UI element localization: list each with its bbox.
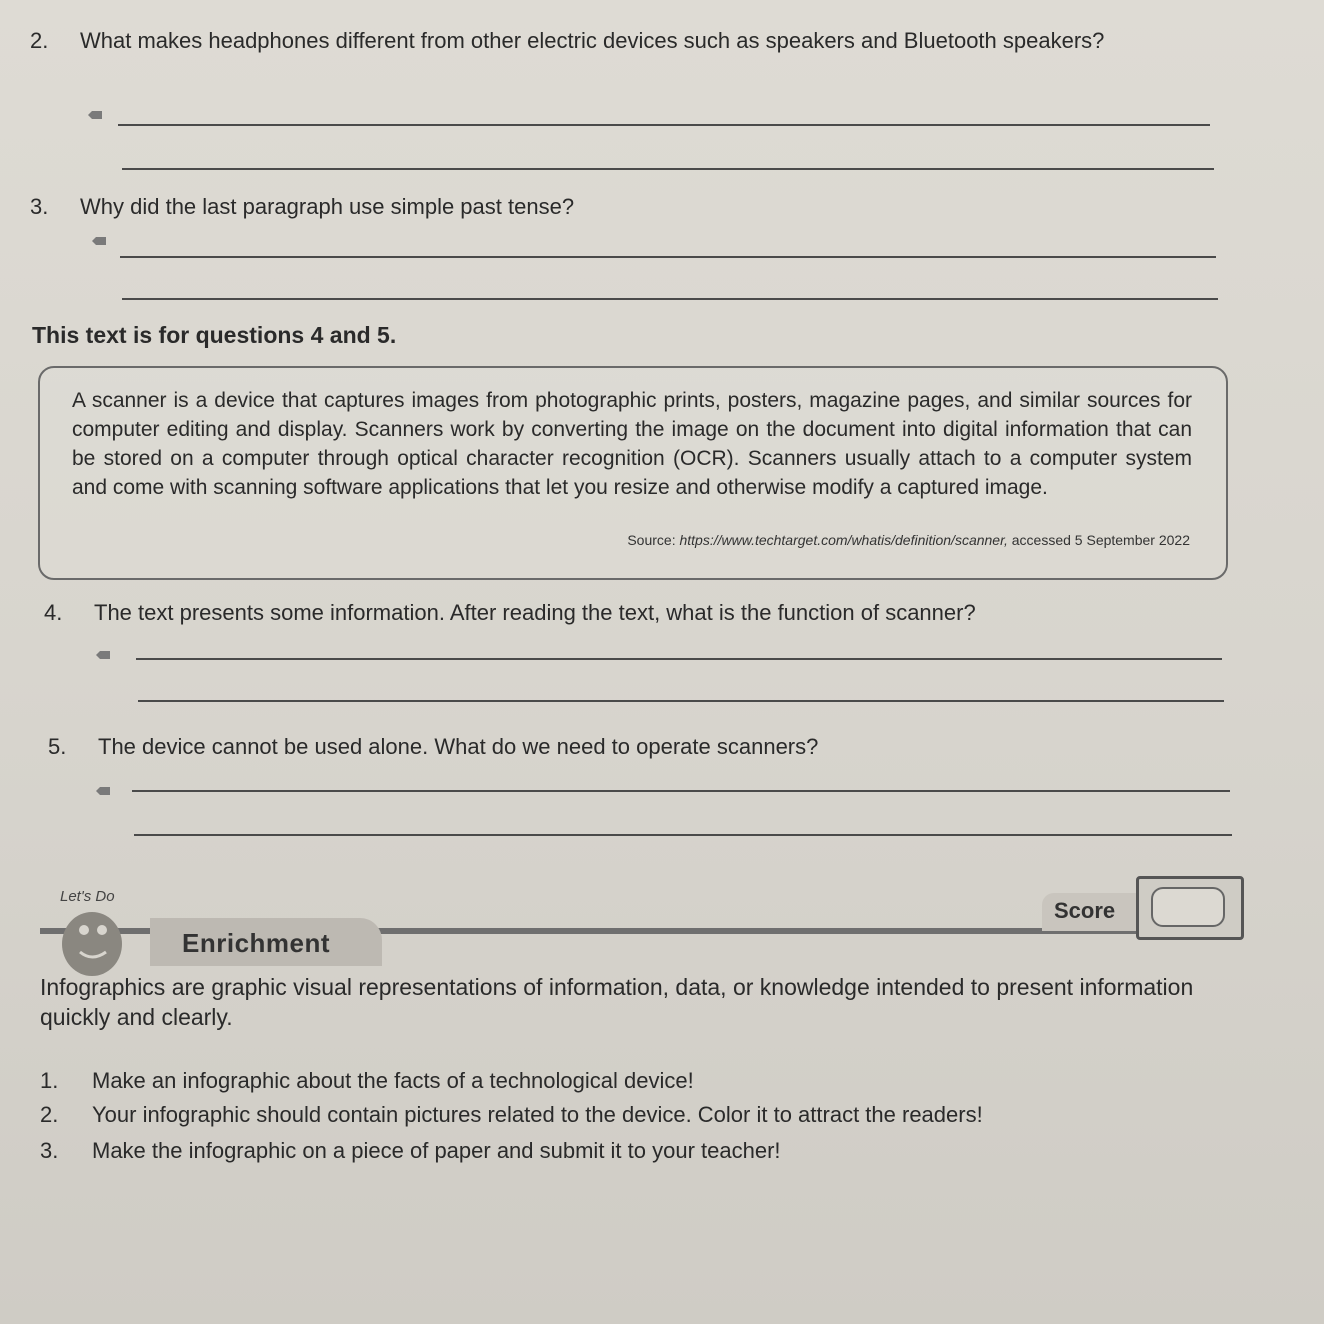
question-number: 2. — [30, 28, 49, 53]
reading-heading: This text is for questions 4 and 5. — [32, 322, 397, 348]
question-2 — [30, 26, 1230, 86]
score-label: Score — [1054, 898, 1116, 923]
answer-line[interactable] — [138, 700, 1224, 702]
item-text: Make the infographic on a piece of paper and submit it to your teacher! — [92, 1138, 781, 1163]
question-text: The text presents some information. After reading the text, what is the function of scanner? — [94, 600, 976, 625]
enrichment-item-1 — [40, 1066, 1260, 1096]
answer-line[interactable] — [122, 168, 1214, 170]
enrichment-title: Enrichment — [182, 928, 331, 958]
question-number: 3. — [30, 194, 49, 219]
question-number: 4. — [44, 600, 63, 625]
question-4 — [44, 598, 1244, 630]
answer-line[interactable] — [136, 658, 1222, 660]
item-number: 2. — [40, 1102, 59, 1127]
pencil-icon — [96, 650, 110, 660]
question-5 — [48, 732, 1248, 764]
item-text: Your infographic should contain pictures related to the device. Color it to attract the readers! — [92, 1102, 983, 1127]
answer-line[interactable] — [134, 834, 1232, 836]
lets-do-label: Let's Do — [60, 888, 115, 905]
enrichment-intro: Infographics are graphic visual representations of information, data, or knowledge intended to present information quickly and clearly. — [40, 974, 1194, 1030]
score-input[interactable] — [1151, 887, 1225, 927]
question-number: 5. — [48, 734, 67, 759]
question-3 — [30, 192, 1230, 224]
question-text: The device cannot be used alone. What do we need to operate scanners? — [98, 734, 819, 759]
mascot-icon — [50, 900, 140, 980]
reading-paragraph: A scanner is a device that captures images from photographic prints, posters, magazine pages, and similar sources for computer editing and display. Scanners work by converting the image on the document into digital information that can be stored on a computer through optical character recognition (OCR). Scanners usually attach to a computer system and come with scanning software applications that let you resize and otherwise modify a captured image. — [72, 389, 1192, 499]
item-number: 1. — [40, 1068, 59, 1093]
enrichment-item-3 — [40, 1136, 1260, 1166]
pencil-icon — [96, 786, 110, 796]
question-text: Why did the last paragraph use simple past tense? — [80, 194, 575, 219]
score-box[interactable] — [1136, 876, 1244, 940]
answer-line[interactable] — [120, 256, 1216, 258]
source-date: accessed 5 September 2022 — [1007, 532, 1190, 548]
answer-line[interactable] — [118, 124, 1210, 126]
answer-line[interactable] — [132, 790, 1230, 792]
pencil-icon — [92, 236, 106, 246]
source-url: https://www.techtarget.com/whatis/definition/scanner, — [679, 532, 1008, 548]
answer-line[interactable] — [122, 298, 1218, 300]
enrichment-item-2 — [40, 1100, 1260, 1130]
question-text: What makes headphones different from other electric devices such as speakers and Bluetooth speakers? — [80, 28, 1105, 53]
reading-textbox — [38, 366, 1228, 580]
item-number: 3. — [40, 1138, 59, 1163]
source-label: Source: — [627, 532, 680, 548]
item-text: Make an infographic about the facts of a technological device! — [92, 1068, 694, 1093]
reading-source — [627, 532, 1190, 548]
pencil-icon — [88, 110, 102, 120]
